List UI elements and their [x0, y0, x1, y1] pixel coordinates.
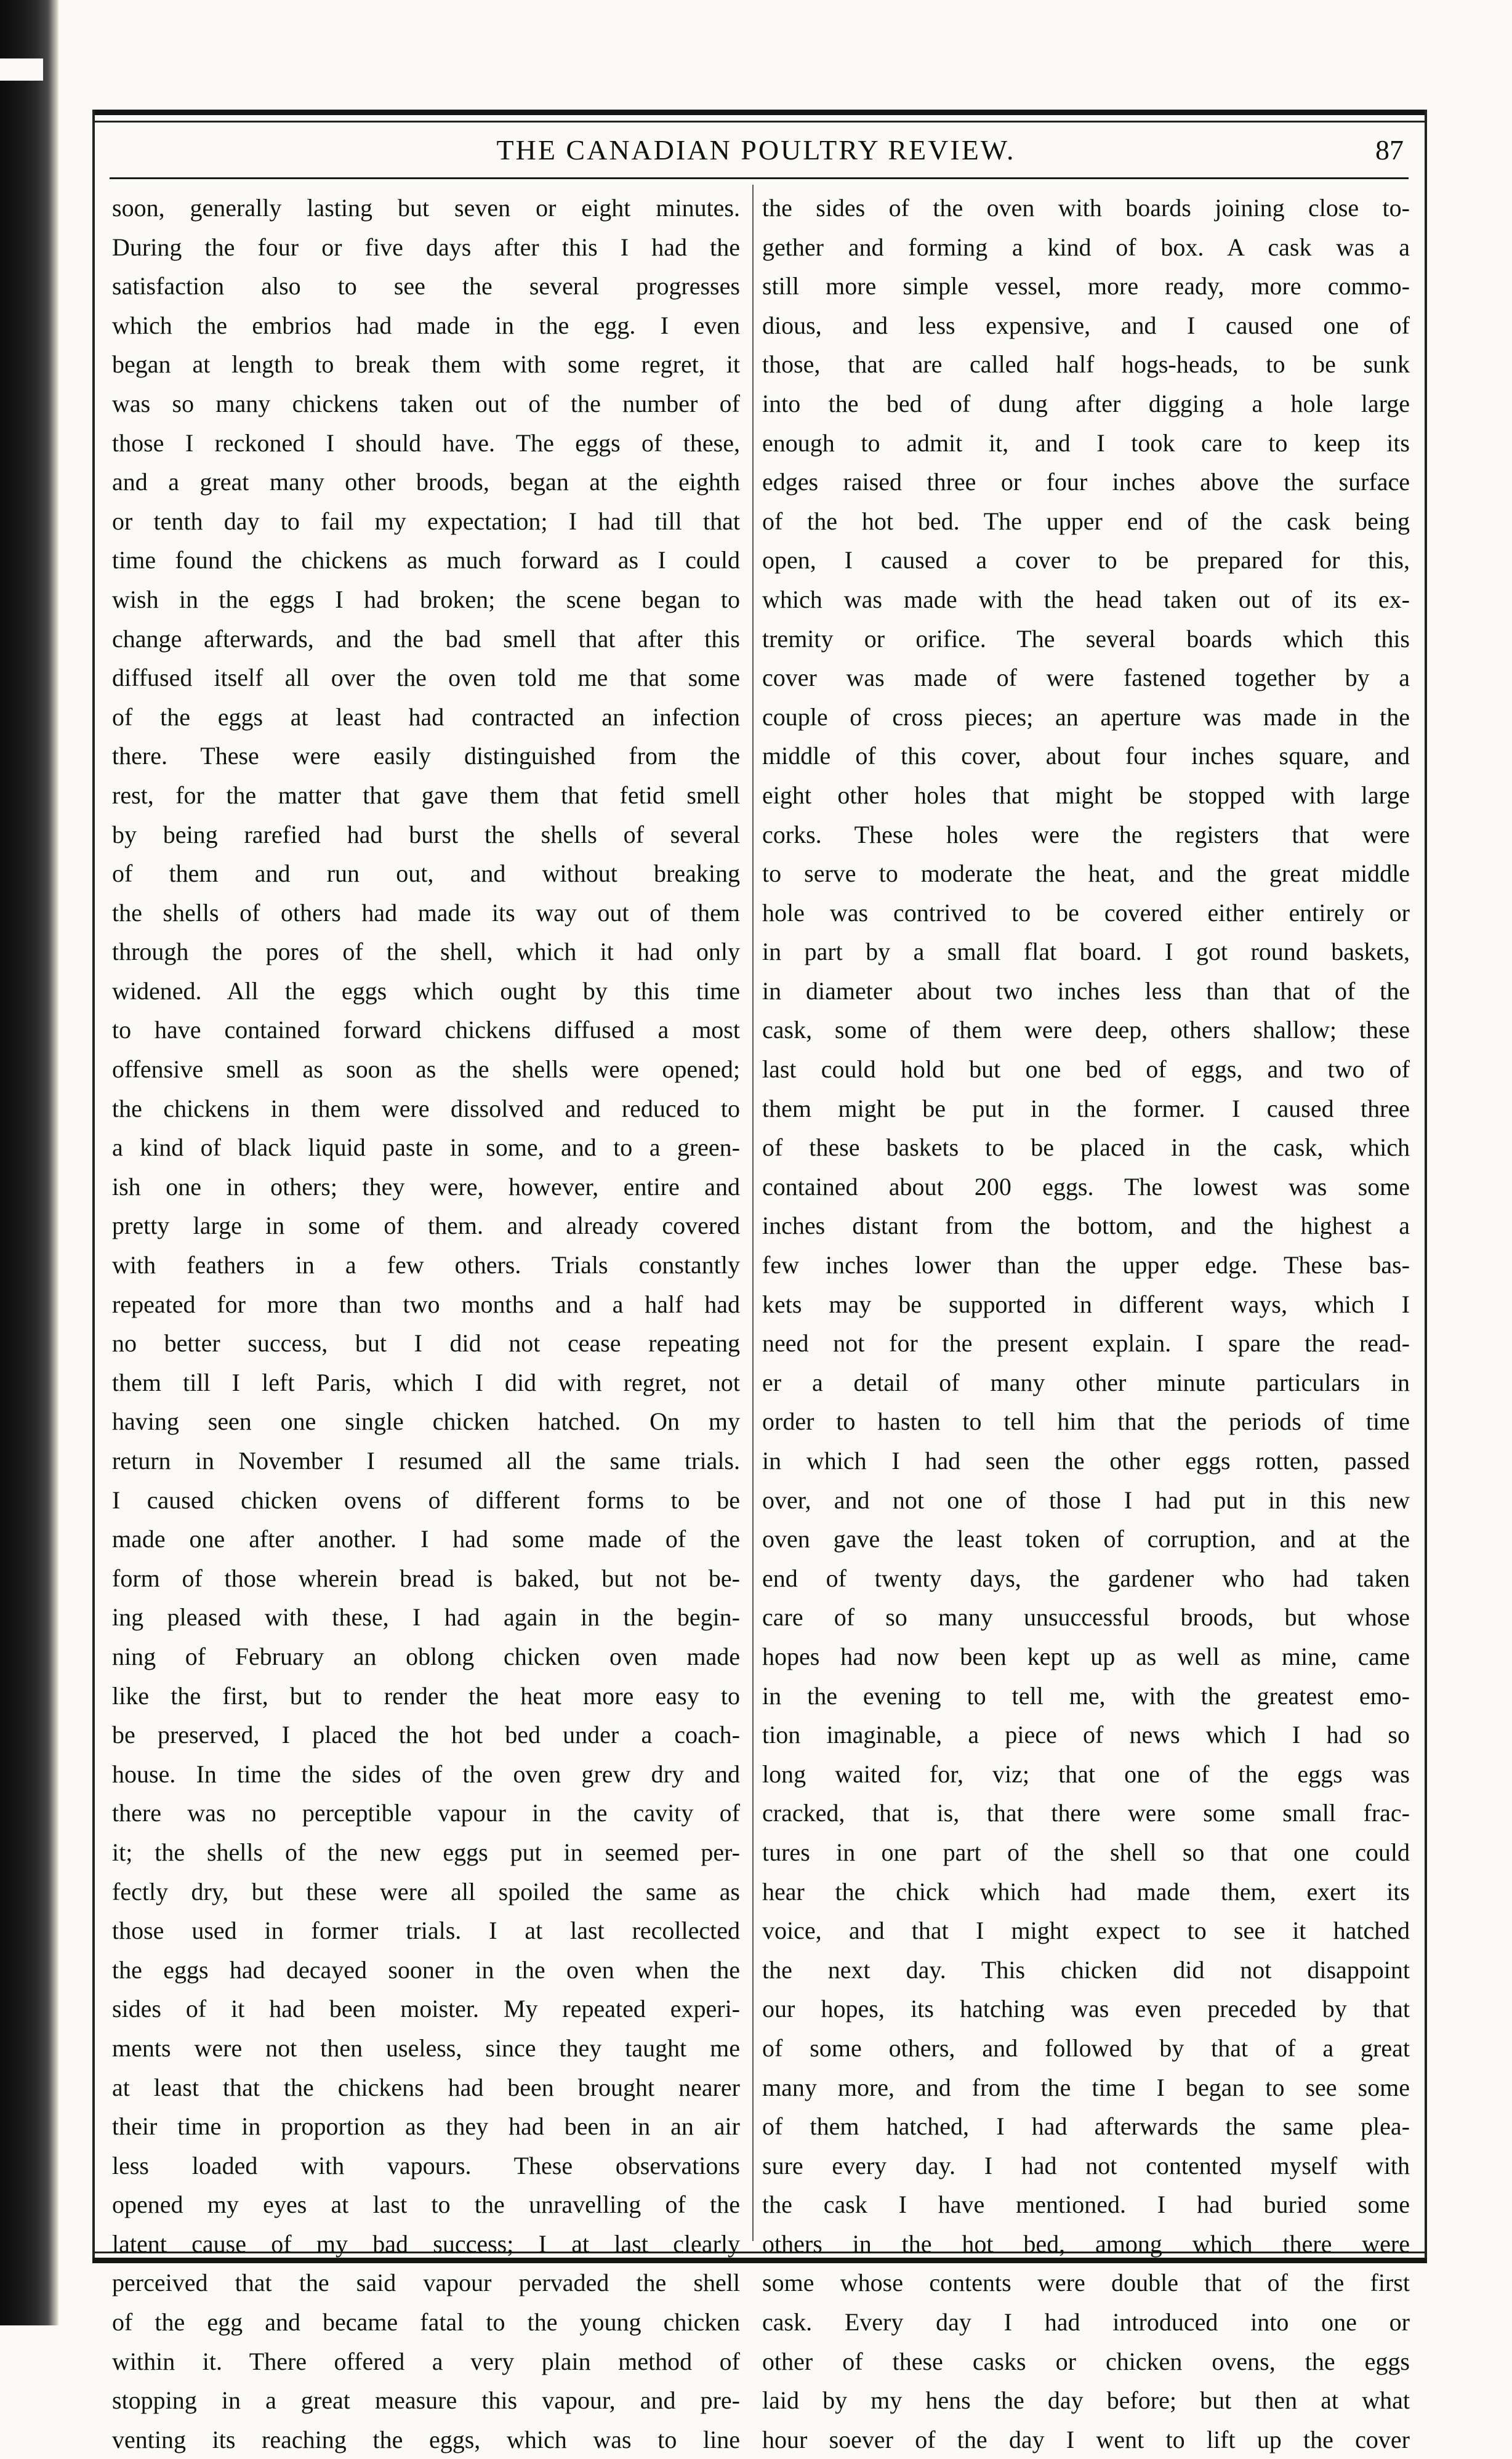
- text-line: cracked, that is, that there were some small frac-: [762, 1799, 1410, 1827]
- text-line: open, I caused a cover to be prepared for this,: [762, 546, 1410, 574]
- text-line: the chickens in them were dissolved and reduced to: [112, 1094, 740, 1122]
- text-line: hour soever of the day I went to lift up the cover: [762, 2425, 1410, 2453]
- page-number: 87: [1375, 134, 1404, 166]
- text-line: long waited for, viz; that one of the eggs was: [762, 1760, 1410, 1788]
- text-line: having seen one single chicken hatched. On my: [112, 1407, 740, 1436]
- text-line: others in the hot bed, among which there were: [762, 2229, 1410, 2258]
- text-line: wish in the eggs I had broken; the scene began to: [112, 585, 740, 613]
- text-line: eight other holes that might be stopped with large: [762, 781, 1410, 809]
- text-line: ish one in others; they were, however, entire and: [112, 1172, 740, 1201]
- text-line: in which I had seen the other eggs rotten, passed: [762, 1447, 1410, 1475]
- text-line: the eggs had decayed sooner in the oven when the: [112, 1955, 740, 1984]
- text-line: house. In time the sides of the oven grew dry and: [112, 1760, 740, 1788]
- text-line: began at length to break them with some regret, it: [112, 350, 740, 379]
- text-line: latent cause of my bad success; I at last clearly: [112, 2229, 740, 2258]
- column-divider: [752, 185, 754, 2241]
- text-line: last could hold but one bed of eggs, and two of: [762, 1055, 1410, 1084]
- text-line: the cask I have mentioned. I had buried some: [762, 2191, 1410, 2219]
- text-line: contained about 200 eggs. The lowest was some: [762, 1172, 1410, 1201]
- text-line: the shells of others had made its way out of them: [112, 898, 740, 927]
- text-line: of them and run out, and without breaking: [112, 859, 740, 888]
- text-line: like the first, but to render the heat more easy to: [112, 1681, 740, 1710]
- text-line: which was made with the head taken out of its ex-: [762, 585, 1410, 613]
- text-line: fectly dry, but these were all spoiled the same as: [112, 1877, 740, 1906]
- text-line: diffused itself all over the oven told me that some: [112, 664, 740, 692]
- text-line: there was no perceptible vapour in the cavity of: [112, 1799, 740, 1827]
- text-line: those used in former trials. I at last recollected: [112, 1917, 740, 1945]
- text-line: there. These were easily distinguished from the: [112, 742, 740, 770]
- text-line: of the eggs at least had contracted an infection: [112, 702, 740, 731]
- text-line: through the pores of the shell, which it had only: [112, 938, 740, 966]
- text-line: a kind of black liquid paste in some, and to a green-: [112, 1133, 740, 1162]
- text-line: cover was made of were fastened together by a: [762, 664, 1410, 692]
- text-line: rest, for the matter that gave them that fetid smell: [112, 781, 740, 809]
- binding-notch: [0, 58, 43, 81]
- text-line: within it. There offered a very plain method of: [112, 2347, 740, 2375]
- text-line: time found the chickens as much forward as I could: [112, 546, 740, 574]
- text-line: widened. All the eggs which ought by this time: [112, 976, 740, 1005]
- text-line: of these baskets to be placed in the cask, which: [762, 1133, 1410, 1162]
- text-line: their time in proportion as they had been in an air: [112, 2112, 740, 2141]
- text-line: made one after another. I had some made of the: [112, 1525, 740, 1553]
- text-line: in part by a small flat board. I got round baskets,: [762, 938, 1410, 966]
- text-line: corks. These holes were the registers that were: [762, 820, 1410, 848]
- text-line: other of these casks or chicken ovens, the eggs: [762, 2347, 1410, 2375]
- text-line: by being rarefied had burst the shells of several: [112, 820, 740, 848]
- text-line: er a detail of many other minute particulars in: [762, 1368, 1410, 1396]
- text-line: ning of February an oblong chicken oven made: [112, 1642, 740, 1670]
- text-line: of some others, and followed by that of a great: [762, 2034, 1410, 2062]
- text-line: at least that the chickens had been brought nearer: [112, 2073, 740, 2101]
- text-line: kets may be supported in different ways, which I: [762, 1290, 1410, 1318]
- text-line: hopes had now been kept up as well as mine, came: [762, 1642, 1410, 1670]
- text-line: sure every day. I had not contented myself with: [762, 2151, 1410, 2179]
- text-line: tremity or orifice. The several boards which this: [762, 624, 1410, 653]
- text-line: many more, and from the time I began to see some: [762, 2073, 1410, 2101]
- text-line: oven gave the least token of corruption, and at the: [762, 1525, 1410, 1553]
- text-line: was so many chickens taken out of the number of: [112, 389, 740, 417]
- text-line: into the bed of dung after digging a hole large: [762, 389, 1410, 417]
- text-line: them till I left Paris, which I did with regret, not: [112, 1368, 740, 1396]
- text-line: of the egg and became fatal to the young chicken: [112, 2308, 740, 2336]
- text-line: return in November I resumed all the same trials.: [112, 1447, 740, 1475]
- text-line: less loaded with vapours. These observations: [112, 2151, 740, 2179]
- text-line: hear the chick which had made them, exert its: [762, 1877, 1410, 1906]
- text-line: it; the shells of the new eggs put in seemed per-: [112, 1838, 740, 1866]
- text-line: in the evening to tell me, with the greatest emo-: [762, 1681, 1410, 1710]
- running-head: THE CANADIAN POULTRY REVIEW.: [496, 134, 1016, 166]
- text-line: pretty large in some of them. and already covered: [112, 1212, 740, 1240]
- text-line: soon, generally lasting but seven or eight minutes.: [112, 194, 740, 222]
- text-line: which the embrios had made in the egg. I even: [112, 311, 740, 339]
- right-column: [762, 188, 1410, 2459]
- left-column: [112, 188, 740, 2459]
- text-line: sides of it had been moister. My repeated experi-: [112, 1995, 740, 2023]
- text-line: with feathers in a few others. Trials constantly: [112, 1251, 740, 1279]
- text-line: inches distant from the bottom, and the highest a: [762, 1212, 1410, 1240]
- text-line: the next day. This chicken did not disappoint: [762, 1955, 1410, 1984]
- text-line: laid by my hens the day before; but then at what: [762, 2386, 1410, 2415]
- text-line: over, and not one of those I had put in this new: [762, 1486, 1410, 1514]
- text-line: satisfaction also to see the several progresses: [112, 272, 740, 300]
- text-line: repeated for more than two months and a half had: [112, 1290, 740, 1318]
- text-line: tures in one part of the shell so that one could: [762, 1838, 1410, 1866]
- text-line: venting its reaching the eggs, which was to line: [112, 2425, 740, 2453]
- header-rule: [110, 177, 1409, 179]
- text-line: cask. Every day I had introduced into one or: [762, 2308, 1410, 2336]
- text-line: need not for the present explain. I spare the read-: [762, 1329, 1410, 1358]
- text-line: I caused chicken ovens of different forms to be: [112, 1486, 740, 1514]
- text-line: middle of this cover, about four inches square, and: [762, 742, 1410, 770]
- text-line: ing pleased with these, I had again in the begin-: [112, 1603, 740, 1632]
- text-line: our hopes, its hatching was even preceded by that: [762, 1995, 1410, 2023]
- text-line: of them hatched, I had afterwards the same plea-: [762, 2112, 1410, 2141]
- text-line: ments were not then useless, since they taught me: [112, 2034, 740, 2062]
- text-line: change afterwards, and the bad smell that after this: [112, 624, 740, 653]
- text-line: tion imaginable, a piece of news which I had so: [762, 1721, 1410, 1749]
- text-line: edges raised three or four inches above the surface: [762, 468, 1410, 496]
- text-line: those I reckoned I should have. The eggs of these,: [112, 429, 740, 457]
- text-line: few inches lower than the upper edge. These bas-: [762, 1251, 1410, 1279]
- page-frame-top: [92, 110, 1427, 115]
- text-line: be preserved, I placed the hot bed under a coach-: [112, 1721, 740, 1749]
- text-line: still more simple vessel, more ready, more commo-: [762, 272, 1410, 300]
- text-line: the sides of the oven with boards joining close to-: [762, 194, 1410, 222]
- page-frame-right: [1425, 110, 1427, 2263]
- text-line: form of those wherein bread is baked, but not be-: [112, 1564, 740, 1592]
- text-line: gether and forming a kind of box. A cask was a: [762, 233, 1410, 261]
- text-line: care of so many unsuccessful broods, but whose: [762, 1603, 1410, 1632]
- text-line: those, that are called half hogs-heads, to be sunk: [762, 350, 1410, 379]
- text-line: end of twenty days, the gardener who had taken: [762, 1564, 1410, 1592]
- text-line: enough to admit it, and I took care to keep its: [762, 429, 1410, 457]
- text-line: cask, some of them were deep, others shallow; these: [762, 1016, 1410, 1044]
- text-line: opened my eyes at last to the unravelling of the: [112, 2191, 740, 2219]
- text-line: dious, and less expensive, and I caused one of: [762, 311, 1410, 339]
- text-line: no better success, but I did not cease repeating: [112, 1329, 740, 1358]
- page-frame-left: [92, 110, 95, 2263]
- text-line: or tenth day to fail my expectation; I had till that: [112, 507, 740, 535]
- text-line: During the four or five days after this I had the: [112, 233, 740, 261]
- text-line: them might be put in the former. I caused three: [762, 1094, 1410, 1122]
- text-line: stopping in a great measure this vapour, and pre-: [112, 2386, 740, 2415]
- text-line: in diameter about two inches less than that of the: [762, 976, 1410, 1005]
- page-frame-top-inner: [92, 121, 1427, 123]
- text-line: to have contained forward chickens diffused a most: [112, 1016, 740, 1044]
- text-line: and a great many other broods, began at the eighth: [112, 468, 740, 496]
- text-line: voice, and that I might expect to see it hatched: [762, 1917, 1410, 1945]
- text-line: hole was contrived to be covered either entirely or: [762, 898, 1410, 927]
- text-line: some whose contents were double that of the first: [762, 2269, 1410, 2297]
- text-line: of the hot bed. The upper end of the cask being: [762, 507, 1410, 535]
- text-line: order to hasten to tell him that the periods of time: [762, 1407, 1410, 1436]
- text-line: offensive smell as soon as the shells were opened;: [112, 1055, 740, 1084]
- text-line: to serve to moderate the heat, and the great middle: [762, 859, 1410, 888]
- text-line: perceived that the said vapour pervaded the shell: [112, 2269, 740, 2297]
- text-line: couple of cross pieces; an aperture was made in the: [762, 702, 1410, 731]
- book-spine-shadow: [0, 0, 59, 2325]
